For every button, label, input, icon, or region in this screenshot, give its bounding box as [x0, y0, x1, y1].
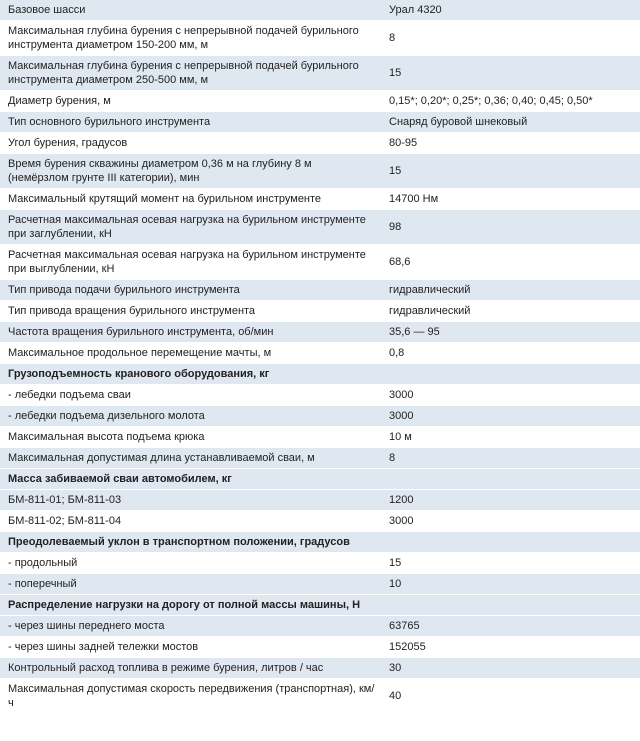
parameter-label: - продольный	[0, 553, 381, 574]
parameter-label: Максимальная допустимая скорость передвижения (транспортная), км/ч	[0, 679, 381, 714]
parameter-value: 3000	[381, 511, 640, 532]
parameter-value: 15	[381, 56, 640, 91]
section-title: Преодолеваемый уклон в транспортном положении, градусов	[0, 532, 381, 553]
table-row	[0, 21, 640, 56]
table-row	[0, 553, 640, 574]
parameter-label: Время бурения скважины диаметром 0,36 м на глубину 8 м (немёрзлом грунте III категории), мин	[0, 154, 381, 189]
parameter-value	[381, 595, 640, 616]
table-row	[0, 322, 640, 343]
parameter-label: - лебедки подъема сваи	[0, 385, 381, 406]
parameter-label: - через шины задней тележки мостов	[0, 637, 381, 658]
table-row	[0, 0, 640, 21]
table-row	[0, 679, 640, 714]
section-header-row	[0, 364, 640, 385]
parameter-value: 98	[381, 210, 640, 245]
parameter-label: - поперечный	[0, 574, 381, 595]
parameter-value: 10	[381, 574, 640, 595]
parameter-value: 0,8	[381, 343, 640, 364]
parameter-label: БМ-811-01; БМ-811-03	[0, 490, 381, 511]
section-title: Масса забиваемой сваи автомобилем, кг	[0, 469, 381, 490]
table-row	[0, 343, 640, 364]
parameter-value: 152055	[381, 637, 640, 658]
parameter-value: 30	[381, 658, 640, 679]
parameter-value	[381, 469, 640, 490]
parameter-value: 68,6	[381, 245, 640, 280]
parameter-label: Тип привода подачи бурильного инструмента	[0, 280, 381, 301]
parameter-value: 80-95	[381, 133, 640, 154]
parameter-value: гидравлический	[381, 280, 640, 301]
parameter-label: Максимальная глубина бурения с непрерывной подачей бурильного инструмента диаметром 250-500 мм, м	[0, 56, 381, 91]
parameter-value: 14700 Нм	[381, 189, 640, 210]
parameter-label: - через шины переднего моста	[0, 616, 381, 637]
parameter-label: Тип привода вращения бурильного инструмента	[0, 301, 381, 322]
parameter-value: 8	[381, 448, 640, 469]
section-header-row	[0, 595, 640, 616]
table-row	[0, 406, 640, 427]
parameter-value: 8	[381, 21, 640, 56]
section-header-row	[0, 469, 640, 490]
table-row	[0, 448, 640, 469]
section-title: Распределение нагрузки на дорогу от полной массы машины, Н	[0, 595, 381, 616]
parameter-label: Максимальное продольное перемещение мачты, м	[0, 343, 381, 364]
table-row	[0, 91, 640, 112]
parameter-label: - лебедки подъема дизельного молота	[0, 406, 381, 427]
parameter-value: 1200	[381, 490, 640, 511]
parameter-label: Частота вращения бурильного инструмента, об/мин	[0, 322, 381, 343]
table-row	[0, 511, 640, 532]
parameter-label: БМ-811-02; БМ-811-04	[0, 511, 381, 532]
table-row	[0, 574, 640, 595]
table-row	[0, 427, 640, 448]
section-header-row	[0, 532, 640, 553]
table-row	[0, 616, 640, 637]
table-row	[0, 154, 640, 189]
parameter-label: Максимальная глубина бурения с непрерывной подачей бурильного инструмента диаметром 150-200 мм, м	[0, 21, 381, 56]
parameter-value	[381, 532, 640, 553]
parameter-value: 15	[381, 154, 640, 189]
parameter-value: Урал 4320	[381, 0, 640, 21]
table-row	[0, 112, 640, 133]
parameter-label: Расчетная максимальная осевая нагрузка на бурильном инструменте при заглублении, кН	[0, 210, 381, 245]
parameter-value: 63765	[381, 616, 640, 637]
table-row	[0, 301, 640, 322]
parameter-value: 3000	[381, 406, 640, 427]
parameter-label: Расчетная максимальная осевая нагрузка на бурильном инструменте при выглублении, кН	[0, 245, 381, 280]
table-row	[0, 133, 640, 154]
table-row	[0, 280, 640, 301]
section-title: Грузоподъемность кранового оборудования, кг	[0, 364, 381, 385]
parameter-label: Максимальная высота подъема крюка	[0, 427, 381, 448]
table-row	[0, 56, 640, 91]
parameter-value: 0,15*; 0,20*; 0,25*; 0,36; 0,40; 0,45; 0,50*	[381, 91, 640, 112]
parameter-value: гидравлический	[381, 301, 640, 322]
parameter-value: 40	[381, 679, 640, 714]
table-row	[0, 637, 640, 658]
parameter-label: Диаметр бурения, м	[0, 91, 381, 112]
parameter-value: 35,6 — 95	[381, 322, 640, 343]
table-row	[0, 245, 640, 280]
table-row	[0, 490, 640, 511]
parameter-value	[381, 364, 640, 385]
parameter-label: Базовое шасси	[0, 0, 381, 21]
parameter-label: Угол бурения, градусов	[0, 133, 381, 154]
parameter-value: 3000	[381, 385, 640, 406]
table-row	[0, 658, 640, 679]
parameter-label: Максимальный крутящий момент на бурильном инструменте	[0, 189, 381, 210]
table-row	[0, 210, 640, 245]
parameter-value: 15	[381, 553, 640, 574]
table-row	[0, 189, 640, 210]
parameter-value: 10 м	[381, 427, 640, 448]
parameter-label: Максимальная допустимая длина устанавливаемой сваи, м	[0, 448, 381, 469]
parameter-value: Снаряд буровой шнековый	[381, 112, 640, 133]
parameter-label: Контрольный расход топлива в режиме бурения, литров / час	[0, 658, 381, 679]
parameter-label: Тип основного бурильного инструмента	[0, 112, 381, 133]
table-row	[0, 385, 640, 406]
